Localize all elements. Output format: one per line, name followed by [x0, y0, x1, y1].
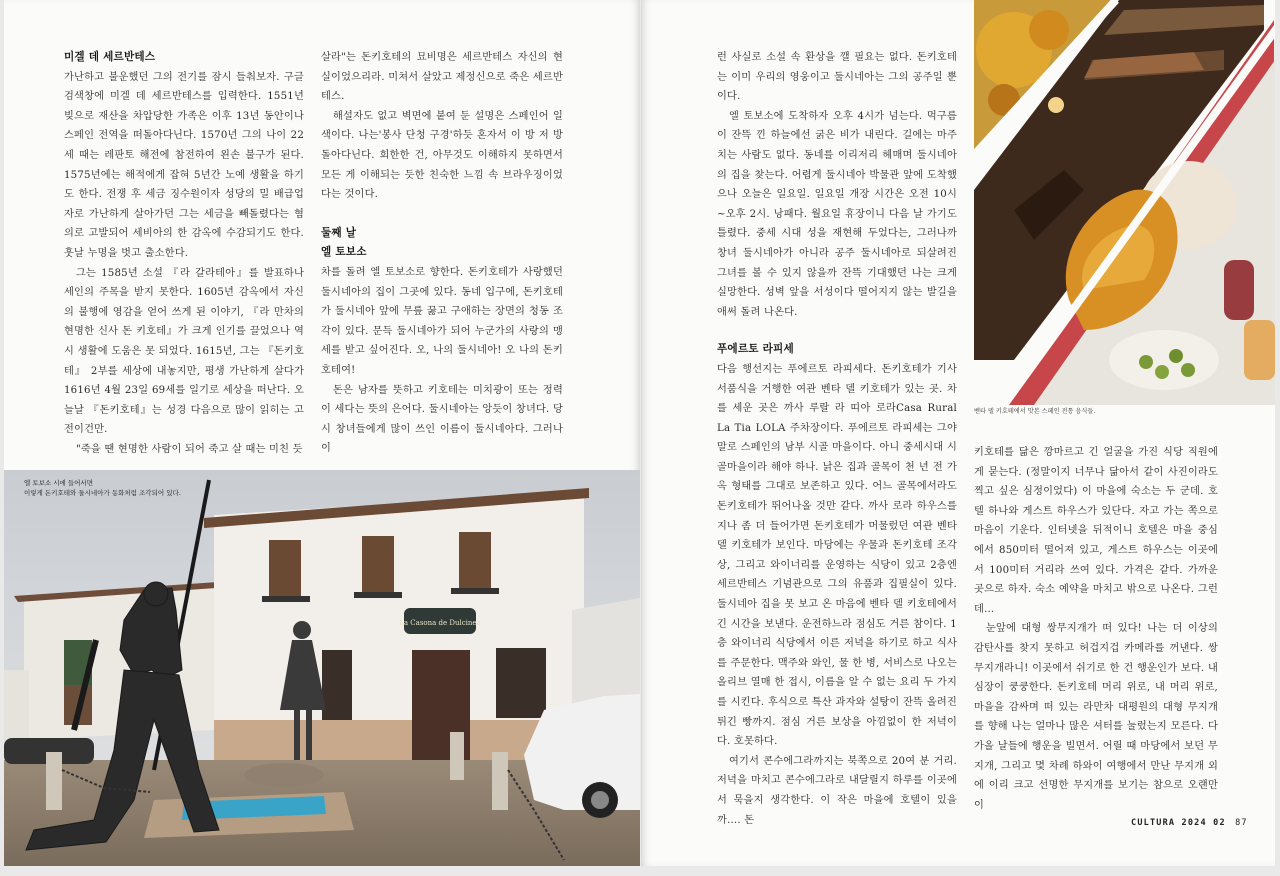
paragraph: 해설자도 없고 벽면에 붙여 둔 설명은 스페인어 일색이다. 나는'봉사 단청 구경'하듯 혼자서 이 방 저 방 돌아다닌다. 희한한 건, 아무것도 이해하지 못하면서 모든 게 이해되는 듯한 친숙한 느낌 속 브라우징이었다는 것이다. — [321, 110, 563, 201]
shop-sign: La Casona de Dulcinea — [399, 619, 481, 627]
food-photo-collage — [974, 0, 1275, 415]
paragraph: 다음 행선지는 푸에르토 라피세다. 돈키호테가 기사 서품식을 거행한 여관 벤타 델 키호테가 있는 곳. 차를 세운 곳은 까사 루랄 라 띠아 로라Casa Rural La Tia LOLA 주차장이다. 푸에르토 라피세는 그야말로 스페인의 남부 시골 마을이다. 아니 중세시대 시골마을이라 해야 하나. 낡은 집과 골목이 천 년 전 가옥 형태를 그대로 보존하고 있다. 어느 골목에서라도 돈키호테가 뛰어나올 것만 같다. 까사 로라 하우스를 지나 좀 더 들어가면 돈키호테가 머물렀던 여관 벤타 델 키호테가 보인다. 마당에는 우물과 돈키호테 조각상, 그리고 와이너리를 운영하는 식당이 있고 2층엔 세르반테스 기념관으로 그의 유품과 집필실이 있다. 둘시네아 집을 못 보고 온 마음에 벤타 델 키호테에서 긴 시간을 보낸다. 운전하느라 점심도 거른 참이다. 1층 와이너리 식당에서 이른 저녁을 하기로 하고 식사를 주문한다. 맥주와 와인, 물 한 병, 서비스로 나오는 올리브 열매 한 접시, 이름을 알 수 없는 요리 두 가지를 시킨다. 후식으로 특산 과자와 설탕이 잔뜩 올려진 튀긴 빵까지. 점심 거른 보상을 아낌없이 한 저녁이다. 호못하다. — [717, 363, 957, 748]
paragraph: 키호테를 닮은 깡마르고 긴 얼굴을 가진 식당 직원에게 묻는다. (정말이지 너무나 닮아서 같이 사진이라도 찍고 싶은 심정이었다) 이 마을에 숙소는 두 군데. 호텔 하나와 게스트 하우스가 있단다. 자고 가는 쪽으로 마음이 기운다. 인터넷을 뒤적이니 호텔은 마을 중심에서 850미터 떨어져 있고, 게스트 하우스는 이곳에서 100미터 거리라 쓰여 있다. 가격은 같다. 가까운 곳으로 하자. 숙소 예약을 마치고 밖으로 나온다. 그런데… — [974, 447, 1218, 615]
right-page — [641, 0, 1275, 866]
left-column-2 — [321, 48, 563, 459]
el-toboso-photo — [4, 470, 640, 866]
section-heading-puerto-lapice: 푸에르토 라피세 — [717, 343, 794, 356]
paragraph: 살라"는 돈키호테의 묘비명은 세르반테스 자신의 현실이었으리라. 미쳐서 살았고 제정신으로 죽은 세르반테스. — [321, 52, 563, 103]
magazine-issue: CULTURA 2024 02 — [1131, 818, 1226, 828]
paragraph: 런 사실로 소설 속 환상을 깰 필요는 없다. 돈키호테는 이미 우리의 영웅이고 둘시네아는 그의 공주일 뿐이다. — [717, 52, 957, 103]
section-heading-el-toboso: 엘 토보소 — [321, 246, 367, 259]
page-number: 87 — [1235, 818, 1248, 828]
caption-line: 엘 토보소 시에 들어서면 — [24, 479, 93, 487]
paragraph: 차를 돌려 엘 토보소로 향한다. 돈키호테가 사랑했던 둘시네아의 집이 그곳에 있다. 동네 입구에, 돈키호테가 둘시네아 앞에 무릎 꿇고 구애하는 장면의 청동 조각이 있다. 문득 둘시네아가 되어 누군가의 사랑의 맹세를 받고 싶어진다. 오, 나의 둘시네아! 오 나의 돈키호테여! — [321, 266, 563, 376]
section-heading-day-two: 둘째 날 — [321, 226, 357, 239]
paragraph: 엘 토보소에 도착하자 오후 4시가 넘는다. 먹구름이 잔뜩 낀 하늘에선 굵은 비가 내린다. 길에는 마주치는 사람도 없다. 동네를 이리저리 헤매며 둘시네아의 집을 찾는다. 어렵게 둘시네아 박물관 앞에 도착했으나 오늘은 일요일. 일요일 개장 시간은 오전 10시~오후 2시. 낭패다. 월요일 휴장이니 다음 날 가기도 틀렸다. 중세 시대 성을 재현해 두었다는, 그러나까 창녀 둘시네아가 아니라 공주 둘시네아로 되살려진 그녀를 볼 수 있지 않을까 잔뜩 기대했던 나는 크게 실망한다. 성벽 앞을 서성이다 떨어지지 않는 발길을 애써 돌려 나온다. — [717, 110, 957, 318]
paragraph: "죽을 땐 현명한 사람이 되어 죽고 살 때는 미친 듯 — [76, 443, 303, 455]
right-column-1 — [717, 48, 957, 830]
photo-caption — [24, 478, 181, 498]
paragraph: 가난하고 불운했던 그의 전기를 잠시 들춰보자. 구글 검색창에 미겔 데 세르반테스를 입력한다. 1551년 빚으로 재산을 차압당한 가족은 이후 13년 동안이나 스페인 전역을 떠돌아다닌다. 1570년 그의 나이 22세 때는 레판토 해전에 참전하여 왼손 불구가 된다. 1575년에는 해적에게 잡혀 5년간 노예 생활을 하기도 한다. 전쟁 후 세금 징수원이자 성당의 밀 배급업자로 가난하게 살아가던 그는 세금을 빼돌렸다는 혐의로 고발되어 세비아의 한 감옥에 수감되기도 한다. 훗날 누명을 벗고 출소한다. — [64, 71, 304, 259]
right-column-2 — [974, 443, 1218, 815]
page-footer — [1131, 818, 1248, 828]
photo-caption: 벤타 델 키호테에서 맛본 스페인 전통 음식들. — [974, 408, 1096, 415]
section-heading-cervantes: 미겔 데 세르반테스 — [64, 51, 156, 63]
paragraph: 돈은 남자를 뜻하고 키호테는 미치광이 또는 정력이 세다는 뜻의 은어다. 둘시네아는 앙듯이 창녀다. 당시 창녀들에게 많이 쓰인 이름이 둘시네아다. 그러나 이 — [321, 384, 563, 455]
left-column-1 — [64, 48, 304, 459]
left-page — [4, 0, 640, 866]
caption-line: 이렇게 돈키호테와 둘시네아가 동화처럼 조각되어 있다. — [24, 489, 181, 497]
paragraph: 그는 1585년 소설 『라 갈라테아』를 발표하나 세인의 주목을 받지 못한다. 1605년 감옥에서 자신의 불행에 영감을 얻어 쓰게 된 이야기, 『라 만차의 현명한 신사 돈 키호테』가 크게 인기를 끌었으나 역시 생활에 도움은 못 되었다. 1615년, 그는 『돈키호테』 2부를 세상에 내놓지만, 평생 가난하게 살다가 1616년 4월 23일 69세를 일기로 세상을 떠난다. 오늘날 『돈키호테』는 성경 다음으로 많이 읽히는 고전이건만. — [64, 267, 304, 436]
paragraph: 눈앞에 대형 쌍무지개가 떠 있다! 나는 더 이상의 감탄사를 찾지 못하고 허겁지겁 카메라를 꺼낸다. 쌍무지개라니! 이곳에서 쉬기로 한 건 행운인가 보다. 내 심장이 쿵쿵한다. 돈키호테 머리 위로, 내 머리 위로, 마을을 감싸며 떠 있는 라만차 대평원의 대형 무지개를 향해 나는 얼마나 많은 셔터를 눌렀는지 모른다. 다가올 날들에 행운을 빌면서. 어릴 때 마당에서 보던 무지개, 그리고 몇 차례 하와이 여행에서 만난 무지개 외에 이리 크고 선명한 무지개를 보기는 참으로 오랜만이 — [974, 623, 1218, 811]
paragraph: 여기서 콘수에그라까지는 북쪽으로 20여 분 거리. 저녁을 마치고 콘수에그라로 내달릴지 하루를 이곳에서 묵을지 생각한다. 이 작은 마을에 호텔이 있을까…. 돈 — [717, 755, 957, 826]
